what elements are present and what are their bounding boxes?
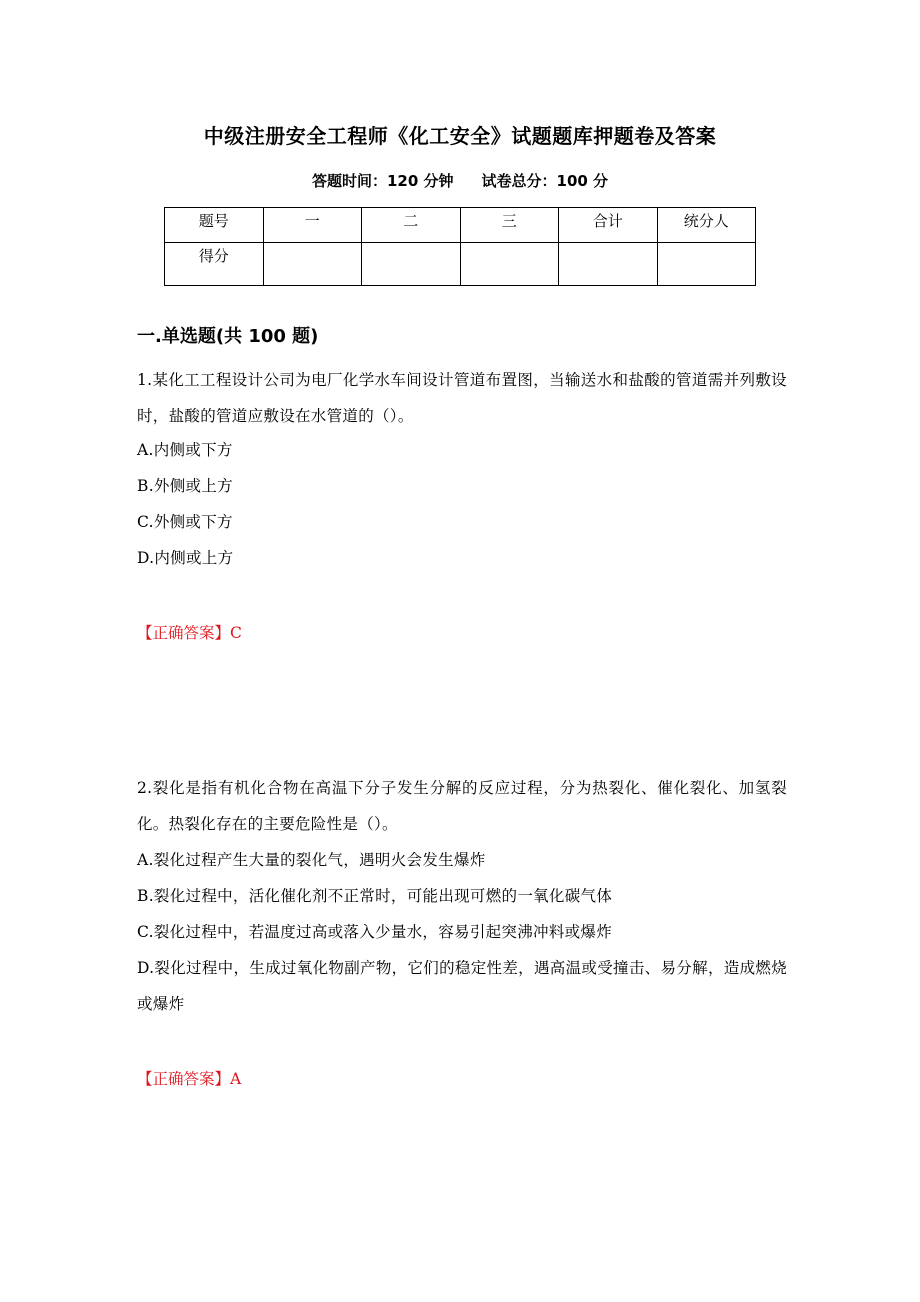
total-score-label: 试卷总分：100 分 xyxy=(481,172,609,190)
question-1-answer: 【正确答案】C xyxy=(137,624,242,642)
question-1-option-c: C.外侧或下方 xyxy=(137,513,233,531)
question-2-answer: 【正确答案】A xyxy=(137,1070,242,1088)
score-cell xyxy=(460,243,559,286)
question-2-option-c: C.裂化过程中，若温度过高或落入少量水，容易引起突沸冲料或爆炸 xyxy=(137,923,613,941)
time-label: 答题时间：120 分钟 xyxy=(311,172,454,190)
header-cell: 二 xyxy=(362,208,461,243)
section-heading: 一.单选题(共 100 题) xyxy=(137,326,319,347)
question-2-option-a: A.裂化过程产生大量的裂化气，遇明火会发生爆炸 xyxy=(137,851,486,869)
header-cell: 统分人 xyxy=(657,208,756,243)
score-cell xyxy=(362,243,461,286)
score-cell xyxy=(657,243,756,286)
score-cell xyxy=(559,243,658,286)
question-1-stem: 1.某化工工程设计公司为电厂化学水车间设计管道布置图，当输送水和盐酸的管道需并列敷设时，盐酸的管道应敷设在水管道的（）。 xyxy=(137,371,787,425)
score-table-score-row xyxy=(165,243,756,286)
header-cell: 三 xyxy=(460,208,559,243)
question-2-option-b: B.裂化过程中，活化催化剂不正常时，可能出现可燃的一氧化碳气体 xyxy=(137,887,613,905)
header-cell: 题号 xyxy=(165,208,264,243)
score-row-label: 得分 xyxy=(165,243,264,286)
question-1-option-a: A.内侧或下方 xyxy=(137,441,233,459)
document-title: 中级注册安全工程师《化工安全》试题题库押题卷及答案 xyxy=(203,124,717,148)
score-table xyxy=(164,207,756,286)
question-1-option-d: D.内侧或上方 xyxy=(137,549,234,567)
question-1-option-b: B.外侧或上方 xyxy=(137,477,233,495)
header-cell: 一 xyxy=(263,208,362,243)
score-table-header-row xyxy=(165,208,756,243)
question-2-stem: 2.裂化是指有机化合物在高温下分子发生分解的反应过程，分为热裂化、催化裂化、加氢裂化。热裂化存在的主要危险性是（）。 xyxy=(137,779,787,833)
question-2-option-d: D.裂化过程中，生成过氧化物副产物，它们的稳定性差，遇高温或受撞击、易分解，造成燃烧或爆炸 xyxy=(137,959,787,1013)
header-cell: 合计 xyxy=(559,208,658,243)
exam-meta xyxy=(0,170,920,191)
score-cell xyxy=(263,243,362,286)
